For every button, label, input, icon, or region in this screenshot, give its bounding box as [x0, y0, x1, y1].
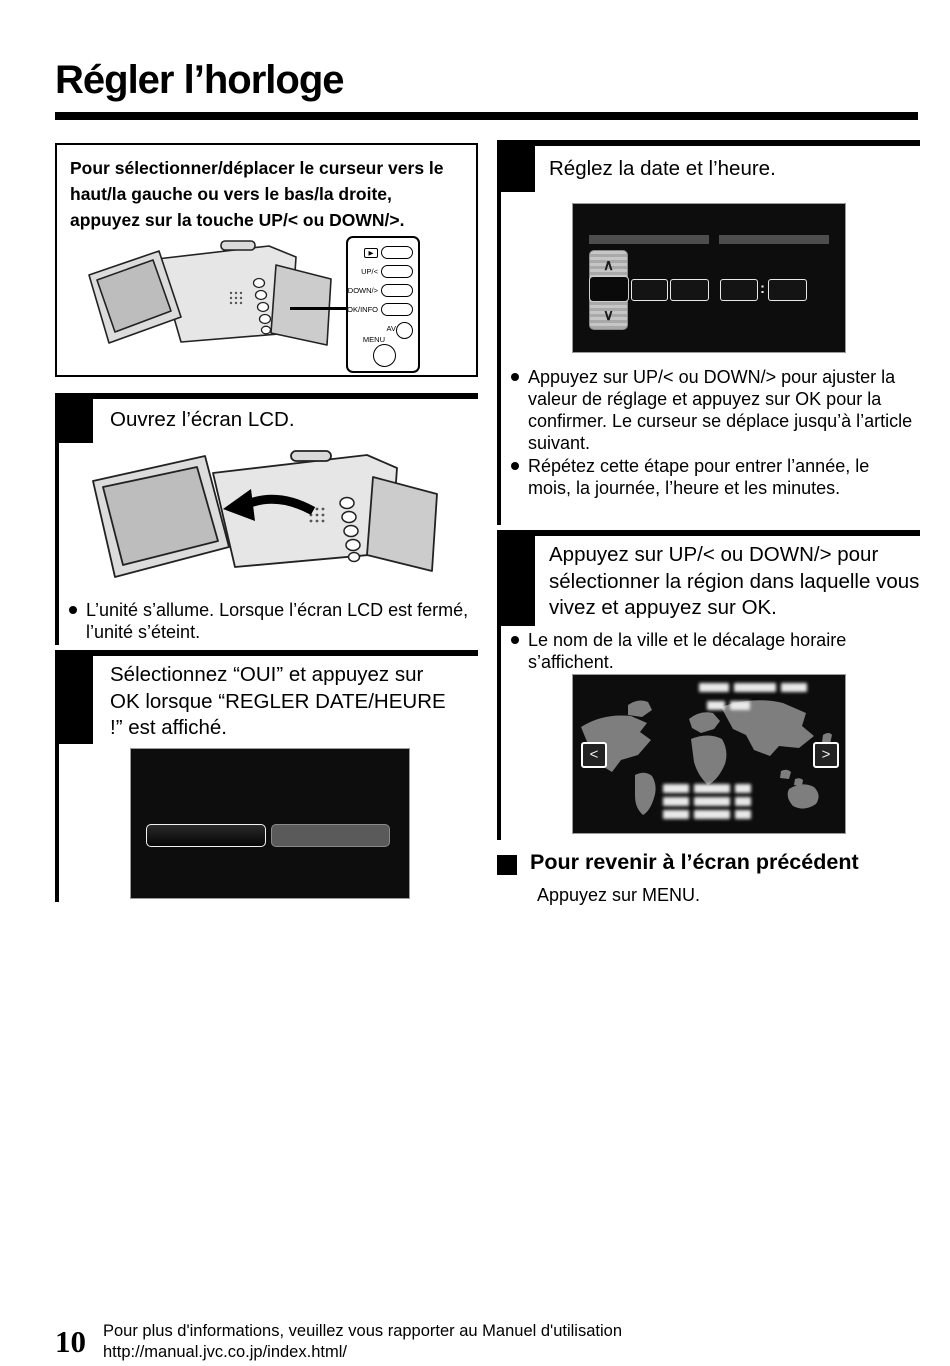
down-button-label: DOWN/> — [347, 286, 378, 295]
step-3-section — [497, 140, 920, 525]
down-button — [381, 284, 413, 297]
step-3-badge — [497, 146, 535, 192]
step-4-bullet-text: Le nom de la ville et le décalage horaire s’affichent. — [528, 630, 847, 672]
time-offset-blurred-text — [707, 701, 750, 710]
step-3-bullet-1 — [511, 366, 913, 454]
yes-button — [146, 824, 266, 847]
spinner-cursor — [589, 276, 629, 302]
footer-text — [103, 1321, 622, 1363]
step-3-bullet-1-text: Appuyez sur UP/< ou DOWN/> pour ajuster la valeur de réglage et appuyez sur OK pour la confirmer. Le curseur se déplace jusqu’à l’article suivant. — [528, 367, 913, 453]
hour-field — [720, 279, 758, 301]
value-spinner — [589, 250, 628, 330]
city-name-blurred-text — [699, 683, 807, 692]
date-time-screen — [572, 203, 846, 353]
intro-note-text: Pour sélectionner/déplacer le curseur vers le haut/la gauche ou vers le bas/la droite, appuyez sur la touche UP/< ou DOWN/>. — [70, 158, 444, 230]
play-button — [381, 246, 413, 259]
button-panel — [346, 236, 420, 373]
info-blurred-text-row2 — [663, 797, 751, 806]
return-body: Appuyez sur MENU. — [537, 885, 701, 905]
step-2-section — [55, 650, 478, 902]
region-next-button: > — [813, 742, 839, 768]
step-4-section — [497, 530, 920, 840]
step-3-bullet-2 — [511, 455, 913, 499]
ok-info-button-label: OK/INFO — [347, 305, 378, 314]
footer-line-2: http://manual.jvc.co.jp/index.html/ — [103, 1343, 347, 1361]
cancel-button — [271, 824, 390, 847]
av-label: AV — [386, 324, 396, 333]
bullet-dot — [511, 636, 519, 644]
up-button — [381, 265, 413, 278]
section-square-marker — [497, 855, 517, 875]
info-blurred-text-row3 — [663, 810, 751, 819]
month-field — [631, 279, 668, 301]
info-blurred-text-row1 — [663, 784, 751, 793]
page-title: Régler l’horloge — [55, 58, 344, 102]
time-header-bar — [719, 235, 829, 244]
camcorder-illustration — [83, 237, 345, 371]
page-number: 10 — [55, 1324, 86, 1359]
step-2-badge — [55, 656, 93, 744]
time-colon: : — [760, 280, 765, 297]
play-icon: ▶ — [364, 248, 378, 258]
return-heading: Pour revenir à l’écran précédent — [530, 850, 859, 874]
bullet-dot — [511, 373, 519, 381]
minute-field — [768, 279, 807, 301]
chevron-up-icon: ∧ — [603, 257, 614, 274]
av-button — [396, 322, 413, 339]
menu-button — [373, 344, 396, 367]
step-1-badge — [55, 399, 93, 443]
callout-line — [290, 307, 346, 310]
date-header-bar — [589, 235, 709, 244]
step-3-bullet-2-text: Répétez cette étape pour entrer l’année, le mois, la journée, l’heure et les minutes. — [528, 456, 870, 498]
step-4-bullet — [511, 629, 913, 673]
footer-line-1: Pour plus d'informations, veuillez vous rapporter au Manuel d'utilisation — [103, 1322, 622, 1340]
day-field — [670, 279, 709, 301]
step-4-badge — [497, 536, 535, 626]
step-2-heading: Sélectionnez “OUI” et appuyez sur OK lorsque “REGLER DATE/HEURE !” est affiché. — [110, 663, 446, 739]
region-map-screen — [572, 674, 846, 834]
step-1-section — [55, 393, 478, 650]
title-rule — [55, 112, 918, 120]
step-3-heading: Réglez la date et l’heure. — [549, 157, 776, 180]
step-1-heading: Ouvrez l’écran LCD. — [110, 408, 295, 431]
up-button-label: UP/< — [361, 267, 378, 276]
ok-info-button — [381, 303, 413, 316]
menu-label: MENU — [362, 335, 385, 344]
confirm-screen — [130, 748, 410, 899]
bullet-dot — [511, 462, 519, 470]
step-rule — [497, 146, 501, 525]
step-1-bullet — [69, 599, 469, 643]
chevron-down-icon: ∨ — [603, 307, 614, 324]
intro-note-box — [55, 143, 478, 377]
step-1-bullet-text: L’unité s’allume. Lorsque l’écran LCD est fermé, l’unité s’éteint. — [86, 600, 469, 642]
camcorder-open-lcd-illustration — [85, 447, 451, 597]
region-prev-button: < — [581, 742, 607, 768]
return-section — [497, 850, 920, 920]
step-4-heading: Appuyez sur UP/< ou DOWN/> pour sélectionner la région dans laquelle vous vivez et appuyez sur OK. — [549, 543, 920, 619]
bullet-dot — [69, 606, 77, 614]
